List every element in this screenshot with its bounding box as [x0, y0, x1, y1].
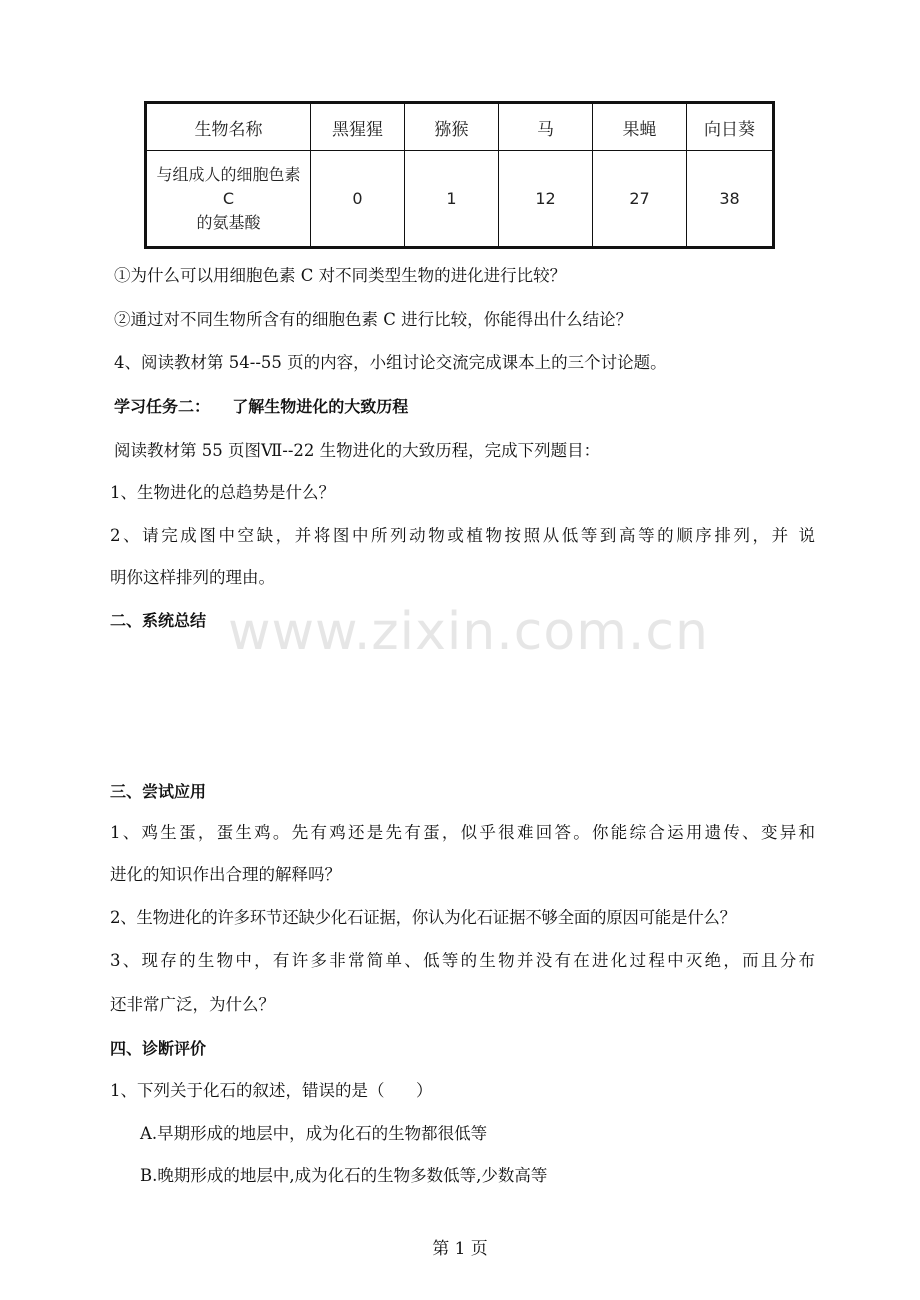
- task-2-heading: 学习任务二： 了解生物进化的大致历程: [114, 397, 409, 416]
- task-2-intro: 阅读教材第 55 页图Ⅶ--22 生物进化的大致历程，完成下列题目：: [114, 441, 601, 460]
- table-cell: 27: [593, 151, 687, 248]
- table-header-cell: 果蝇: [593, 103, 687, 151]
- task-2-question-2-line-1: 2、请完成图中空缺，并将图中所列动物或植物按照从低等到高等的顺序排列，并 说: [110, 526, 815, 545]
- row-label-line: 与组成人的细胞色素 C: [156, 164, 301, 208]
- page-number: 第 1 页: [432, 1239, 488, 1259]
- table-header-cell: 马: [499, 103, 593, 151]
- item-4: 4、阅读教材第 54--55 页的内容，小组讨论交流完成课本上的三个讨论题。: [114, 353, 667, 372]
- application-2: 2、生物进化的许多环节还缺少化石证据，你认为化石证据不够全面的原因可能是什么？: [110, 908, 736, 927]
- table-header-cell: 向日葵: [687, 103, 774, 151]
- watermark: www.zixin.com.cn: [228, 602, 709, 662]
- option-b: B.晚期形成的地层中,成为化石的生物多数低等,少数高等: [140, 1166, 548, 1185]
- section-3-heading: 三、尝试应用: [110, 782, 207, 801]
- table-cell: 1: [405, 151, 499, 248]
- table-header-cell: 猕猴: [405, 103, 499, 151]
- application-1-line-1: 1、鸡生蛋，蛋生鸡。先有鸡还是先有蛋，似乎很难回答。你能综合运用遗传、变异和: [110, 823, 815, 842]
- table-header-cell: 生物名称: [146, 103, 311, 151]
- question-1: ①为什么可以用细胞色素 C 对不同类型生物的进化进行比较？: [114, 266, 567, 285]
- option-a: A.早期形成的地层中，成为化石的生物都很低等: [140, 1124, 488, 1143]
- table-cell: 12: [499, 151, 593, 248]
- table-cell: 0: [311, 151, 405, 248]
- evaluation-question-1: 1、下列关于化石的叙述，错误的是（ ）: [110, 1081, 433, 1100]
- table-header-cell: 黑猩猩: [311, 103, 405, 151]
- task-2-question-1: 1、生物进化的总趋势是什么？: [110, 483, 335, 502]
- row-label-line: 的氨基酸: [196, 212, 261, 232]
- section-4-heading: 四、诊断评价: [110, 1039, 207, 1058]
- application-1-line-2: 进化的知识作出合理的解释吗？: [110, 865, 341, 884]
- task-2-question-2-line-2: 明你这样排列的理由。: [110, 568, 275, 587]
- application-3-line-2: 还非常广泛，为什么？: [110, 995, 275, 1014]
- table-header-row: [146, 103, 774, 151]
- table-row: [146, 151, 774, 248]
- table-cell: 38: [687, 151, 774, 248]
- application-3-line-1: 3、现存的生物中，有许多非常简单、低等的生物并没有在进化过程中灭绝，而且分布: [110, 951, 815, 970]
- section-2-heading: 二、系统总结: [110, 611, 207, 630]
- cytochrome-c-table: [144, 101, 775, 249]
- question-2: ②通过对不同生物所含有的细胞色素 C 进行比较，你能得出什么结论？: [114, 310, 633, 329]
- table-row-label: [146, 151, 311, 248]
